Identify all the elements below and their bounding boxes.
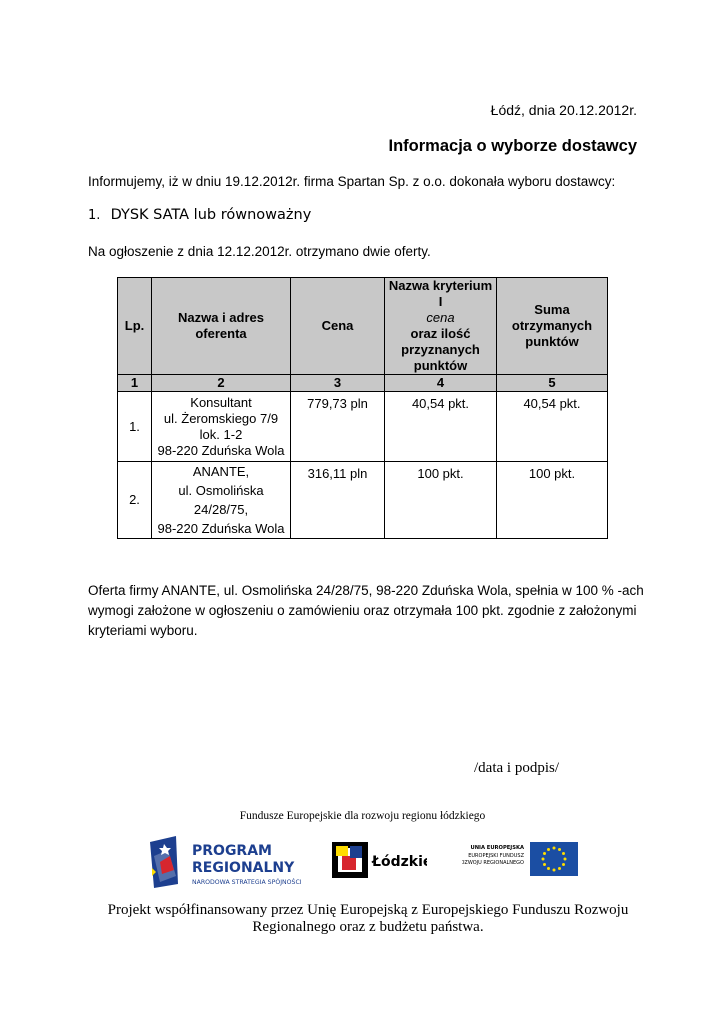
- eu-line1: UNIA EUROPEJSKA: [470, 845, 524, 851]
- row-points: 40,54 pkt.: [385, 392, 497, 462]
- header-name: Nazwa i adres oferenta: [152, 278, 291, 375]
- eu-line2: EUROPEJSKI FUNDUSZ: [468, 853, 524, 859]
- col-number: 3: [291, 375, 385, 392]
- offeror-line: ul. Osmolińska: [178, 483, 264, 498]
- header-sum: Suma otrzymanych punktów: [497, 278, 608, 375]
- item-heading: [88, 207, 311, 223]
- criterion-title: Nazwa kryterium I: [388, 278, 493, 309]
- offers-intro: Na ogłoszenie z dnia 12.12.2012r. otrzymano dwie oferty.: [88, 244, 431, 259]
- col-number: 4: [385, 375, 497, 392]
- row-sum: 100 pkt.: [497, 462, 608, 539]
- program-line1: PROGRAM: [192, 843, 272, 859]
- row-offeror: [152, 392, 291, 462]
- offeror-line: ul. Żeromskiego 7/9: [163, 410, 279, 426]
- lodzkie-emblem: [332, 842, 427, 882]
- eu-logo: [462, 838, 582, 882]
- criterion-sub: cena: [426, 310, 455, 325]
- table-row: [118, 392, 608, 462]
- item-number: 1.: [88, 208, 101, 223]
- eu-line3: ROZWOJU REGIONALNEGO: [462, 860, 524, 866]
- offeror-line: Konsultant: [190, 394, 252, 410]
- cofinancing-footer: [88, 902, 648, 936]
- header-criterion: [385, 278, 497, 375]
- program-line3: NARODOWA STRATEGIA SPÓJNOŚCI: [192, 879, 302, 886]
- table-row: [118, 462, 608, 539]
- program-regionalny-logo: [150, 836, 320, 888]
- row-sum: 40,54 pkt.: [497, 392, 608, 462]
- signature-line: /data i podpis/: [474, 760, 559, 776]
- item-label: DYSK SATA lub równoważny: [110, 207, 312, 223]
- footer-line: Regionalnego oraz z budżetu państwa.: [252, 919, 484, 935]
- col-number: 1: [118, 375, 152, 392]
- table-header-row: [118, 278, 608, 375]
- lodzkie-text: Łódzkie: [372, 854, 427, 870]
- eu-flag-emblem: [462, 838, 582, 882]
- program-line2: REGIONALNY: [192, 860, 295, 876]
- col-number: 5: [497, 375, 608, 392]
- row-price: 779,73 pln: [291, 392, 385, 462]
- document-date: Łódź, dnia 20.12.2012r.: [490, 102, 637, 118]
- row-offeror: [152, 462, 291, 539]
- header-lp: Lp.: [118, 278, 152, 375]
- funds-caption: Fundusze Europejskie dla rozwoju regionu łódzkiego: [239, 810, 486, 822]
- row-lp: 2.: [118, 462, 152, 539]
- offeror-line: lok. 1-2: [199, 426, 243, 442]
- footer-line: Projekt współfinansowany przez Unię Europejską z Europejskiego Funduszu Rozwoju: [107, 902, 629, 918]
- header-price: Cena: [291, 278, 385, 375]
- program-regionalny-emblem: [150, 836, 320, 888]
- document-title: Informacja o wyborze dostawcy: [388, 137, 637, 155]
- offeror-line: 24/28/75,: [193, 502, 249, 517]
- intro-paragraph: Informujemy, iż w dniu 19.12.2012r. firma Spartan Sp. z o.o. dokonała wyboru dostawcy:: [88, 174, 616, 189]
- row-points: 100 pkt.: [385, 462, 497, 539]
- offeror-line: 98-220 Zduńska Wola: [157, 521, 285, 536]
- row-price: 316,11 pln: [291, 462, 385, 539]
- row-lp: 1.: [118, 392, 152, 462]
- offers-table: [117, 277, 608, 539]
- offeror-line: ANANTE,: [192, 464, 250, 479]
- offeror-line: 98-220 Zduńska Wola: [157, 442, 285, 458]
- col-number: 2: [152, 375, 291, 392]
- lodzkie-logo: [332, 842, 427, 882]
- summary-paragraph: Oferta firmy ANANTE, ul. Osmolińska 24/28/75, 98-220 Zduńska Wola, spełnia w 100 % -ach wymogi założone w ogłoszeniu o zamówieniu oraz otrzymała 100 pkt. zgodnie z założonymi kryteriami wyboru.: [88, 583, 644, 638]
- criterion-desc: oraz ilość przyznanych punktów: [401, 326, 480, 373]
- column-number-row: [118, 375, 608, 392]
